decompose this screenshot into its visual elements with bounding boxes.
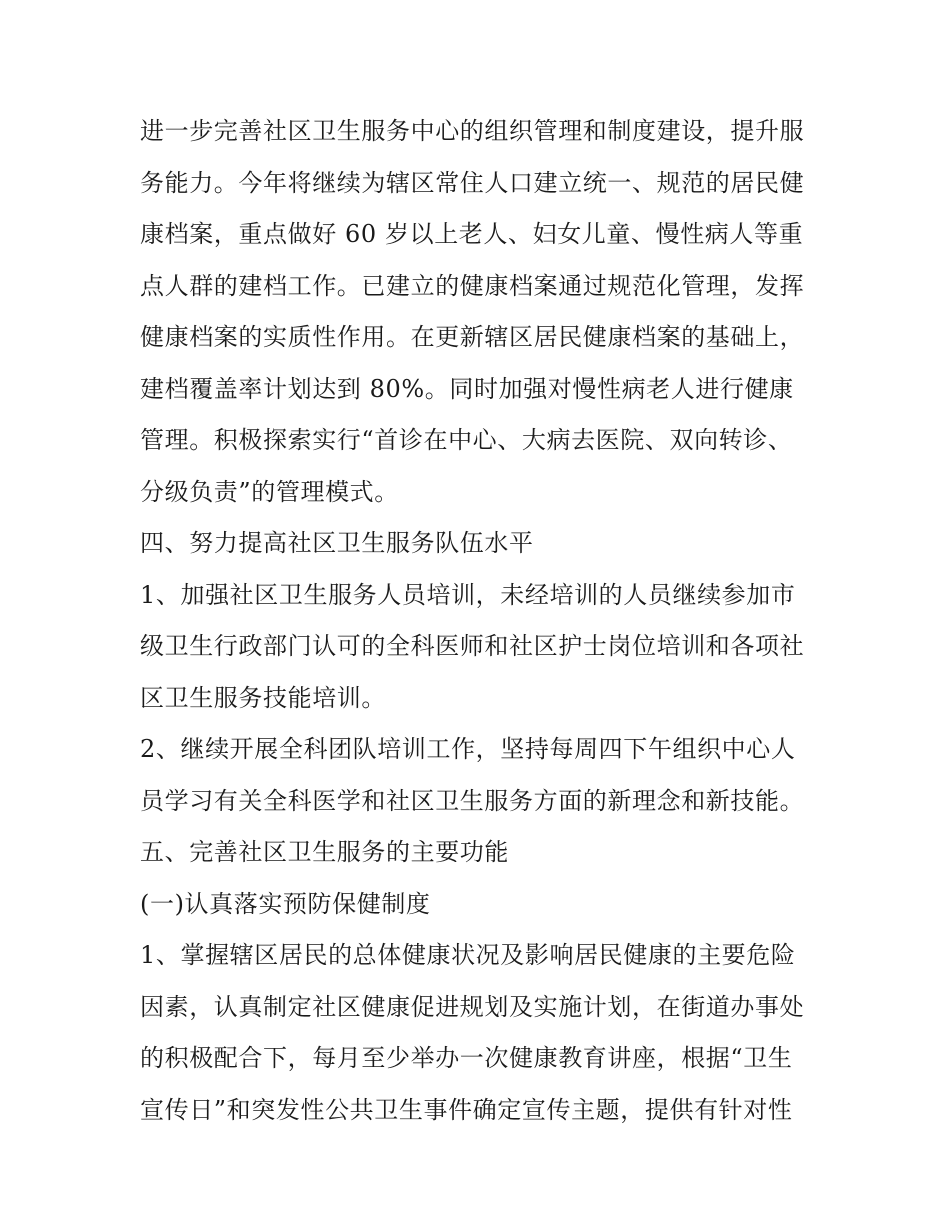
text-line: 的积极配合下，每月至少举办一次健康教育讲座，根据“卫生 — [140, 1044, 793, 1072]
text-line: 进一步完善社区卫生服务中心的组织管理和制度建设，提升服 — [140, 117, 805, 145]
text-line: 建档覆盖率计划达到 80%。同时加强对慢性病老人进行健康 — [140, 374, 794, 403]
text-line: 区卫生服务技能培训。 — [140, 683, 386, 712]
document-body — [140, 106, 820, 1136]
text-line: 务能力。今年将继续为辖区常住人口建立统一、规范的居民健 — [140, 168, 805, 197]
section-heading: 五、完善社区卫生服务的主要功能 — [140, 838, 509, 866]
list-item: 1、掌握辖区居民的总体健康状况及影响居民健康的主要危险 — [140, 941, 796, 969]
text-line: 宣传日”和突发性公共卫生事件确定宣传主题，提供有针对性 — [140, 1095, 793, 1124]
text-line: 因素，认真制定社区健康促进规划及实施计划，在街道办事处 — [140, 992, 805, 1021]
text-line: 分级负责”的管理模式。 — [140, 477, 399, 506]
text-line: 健康档案的实质性作用。在更新辖区居民健康档案的基础上， — [140, 323, 805, 351]
section-heading: 四、努力提高社区卫生服务队伍水平 — [140, 529, 534, 557]
text-line: 康档案，重点做好 60 岁以上老人、妇女儿童、慢性病人等重 — [140, 220, 804, 248]
list-item: 1、加强社区卫生服务人员培训，未经培训的人员继续参加市 — [140, 580, 796, 609]
text-line: 员学习有关全科医学和社区卫生服务方面的新理念和新技能。 — [140, 786, 805, 815]
text-line: 管理。积极探索实行“首诊在中心、大病去医院、双向转诊、 — [140, 426, 793, 454]
list-item: 2、继续开展全科团队培训工作，坚持每周四下午组织中心人 — [140, 735, 796, 763]
text-line: 点人群的建档工作。已建立的健康档案通过规范化管理，发挥 — [140, 271, 805, 300]
text-line: 级卫生行政部门认可的全科医师和社区护士岗位培训和各项社 — [140, 632, 805, 660]
subsection-heading: (一)认真落实预防保健制度 — [140, 889, 431, 918]
